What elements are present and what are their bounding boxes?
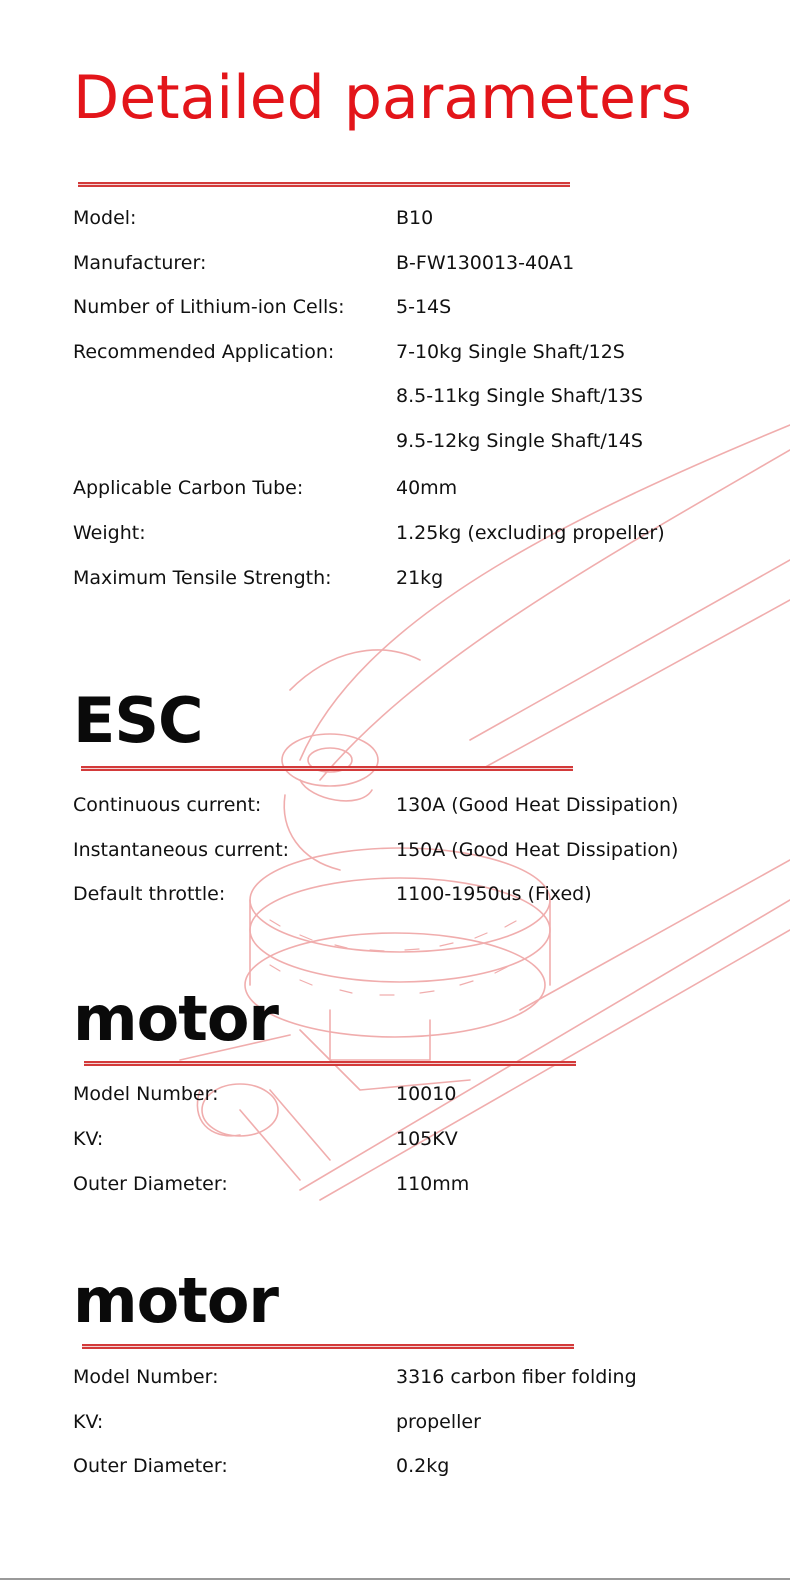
param-row-outer-diameter-2 xyxy=(73,1451,773,1481)
param-row-model-number xyxy=(73,1079,773,1109)
param-value: 10010 xyxy=(396,1083,457,1105)
param-row-continuous-current xyxy=(73,790,773,820)
param-label: Instantaneous current: xyxy=(73,839,290,861)
param-label: Maximum Tensile Strength: xyxy=(73,567,332,589)
param-value: 21kg xyxy=(396,567,444,589)
page-title: Detailed parameters xyxy=(73,63,692,133)
param-row-kv xyxy=(73,1124,773,1154)
param-value: 105KV xyxy=(396,1128,458,1150)
param-value: 7-10kg Single Shaft/12S xyxy=(396,341,625,363)
param-value: B10 xyxy=(396,207,434,229)
section-heading-esc: ESC xyxy=(73,684,203,757)
param-row-carbon-tube xyxy=(73,473,773,503)
param-label: Model Number: xyxy=(73,1366,219,1388)
param-row-kv-2 xyxy=(73,1407,773,1437)
param-value: 1100-1950us (Fixed) xyxy=(396,883,592,905)
param-row-application-2 xyxy=(73,381,773,411)
param-label: Outer Diameter: xyxy=(73,1455,228,1477)
param-label: Model: xyxy=(73,207,137,229)
param-value: 110mm xyxy=(396,1173,470,1195)
param-row-default-throttle xyxy=(73,879,773,909)
param-row-weight xyxy=(73,518,773,548)
param-row-tensile-strength xyxy=(73,563,773,593)
section-heading-motor-2: motor xyxy=(73,1264,279,1337)
esc-divider xyxy=(81,766,573,771)
page-bottom-border xyxy=(0,1578,790,1580)
param-row-cells xyxy=(73,292,773,322)
param-value: 8.5-11kg Single Shaft/13S xyxy=(396,385,643,407)
param-value: propeller xyxy=(396,1411,481,1433)
param-label: Weight: xyxy=(73,522,146,544)
param-row-model xyxy=(73,203,773,233)
param-row-instantaneous-current xyxy=(73,835,773,865)
param-label: KV: xyxy=(73,1411,104,1433)
motor-divider xyxy=(84,1061,576,1066)
param-value: 3316 carbon fiber folding xyxy=(396,1366,637,1388)
param-value: 130A (Good Heat Dissipation) xyxy=(396,794,679,816)
param-label: Outer Diameter: xyxy=(73,1173,228,1195)
param-label: Continuous current: xyxy=(73,794,262,816)
param-row-application xyxy=(73,337,773,367)
param-label: Number of Lithium-ion Cells: xyxy=(73,296,345,318)
param-value: 1.25kg (excluding propeller) xyxy=(396,522,665,544)
param-label: Default throttle: xyxy=(73,883,226,905)
param-row-model-number-2 xyxy=(73,1362,773,1392)
param-label: Applicable Carbon Tube: xyxy=(73,477,304,499)
param-value: 150A (Good Heat Dissipation) xyxy=(396,839,679,861)
param-row-outer-diameter xyxy=(73,1169,773,1199)
param-value: 0.2kg xyxy=(396,1455,450,1477)
param-label: Model Number: xyxy=(73,1083,219,1105)
param-label: Recommended Application: xyxy=(73,341,335,363)
title-divider xyxy=(78,182,570,187)
param-value: 5-14S xyxy=(396,296,452,318)
param-value: 40mm xyxy=(396,477,458,499)
param-value: 9.5-12kg Single Shaft/14S xyxy=(396,430,643,452)
param-value: B-FW130013-40A1 xyxy=(396,252,575,274)
motor-2-divider xyxy=(82,1344,574,1349)
param-row-application-3 xyxy=(73,426,773,456)
section-heading-motor: motor xyxy=(73,982,279,1055)
param-label: KV: xyxy=(73,1128,104,1150)
param-row-manufacturer xyxy=(73,248,773,278)
param-label: Manufacturer: xyxy=(73,252,207,274)
